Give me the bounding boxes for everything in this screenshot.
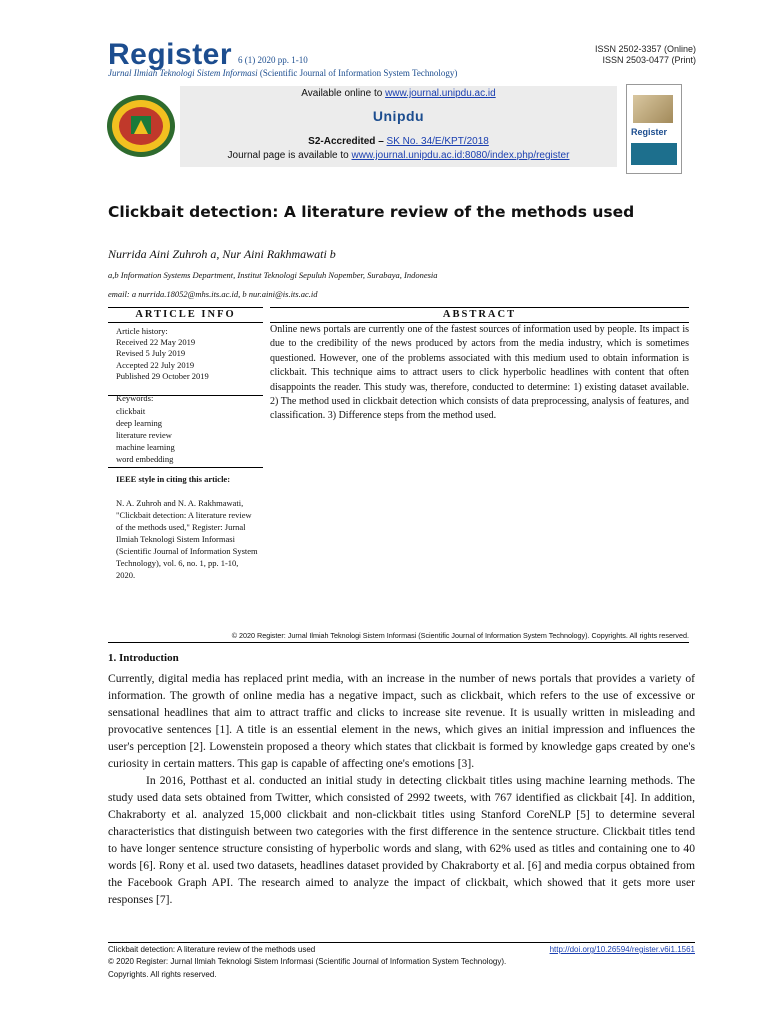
journal-logo: Register [108, 38, 233, 71]
paper-authors: Nurrida Aini Zuhroh a, Nur Aini Rakhmawati b [108, 247, 336, 261]
available-online: Available online to www.journal.unipdu.ac.id [301, 88, 496, 99]
journal-page: Journal page is available to www.journal.unipdu.ac.id:8080/index.php/register [227, 150, 570, 161]
footer-copyright: © 2020 Register: Jurnal Ilmiah Teknologi Sistem Informasi (Scientific Journal of Information System Technology). [108, 957, 507, 966]
keywords-label: Keywords: [116, 393, 154, 403]
footer-short-title: Clickbait detection: A literature review of the methods used [108, 945, 316, 954]
paragraph: In 2016, Potthast et al. conducted an initial study in detecting clickbait titles using machine learning methods. The study used data sets obtained from Twitter, which consisted of 2992 tweets, with 767 identified as clickbait [4]. In addition, Chakraborty et al. analyzed 15,000 clickbait and non-clickbait titles using Stanford CoreNLP [5] to determine several characteristics that distinguish between two categories with the first difference in the sentence structure. Clickbait titles tend to have longer sentence structure consisting of hyperbolic words and slang, with 62% used as titles and containing one to 40 words [6]. Rony et al. used two datasets, headlines dataset provided by Chakraborty et al. [6] and media corpus obtained from the Facebook Graph API. The research aimed to analyze the impact of clickbait, which showed that it gets more user responses [7]. [108, 774, 695, 906]
article-history [116, 326, 263, 382]
introduction-body [108, 670, 695, 908]
issn-print: ISSN 2503-0477 (Print) [602, 55, 696, 65]
history-label: Article history: [116, 326, 168, 336]
keyword: clickbait [116, 406, 146, 416]
received-date: Received 22 May 2019 [116, 337, 196, 348]
keyword: word embedding [116, 454, 174, 464]
divider [108, 642, 689, 643]
journal-link[interactable]: www.journal.unipdu.ac.id [385, 88, 496, 99]
doi-link[interactable]: http://doi.org/10.26594/register.v6i1.1561 [549, 945, 695, 954]
accepted-date: Accepted 22 July 2019 [116, 359, 195, 370]
section-heading-introduction: 1. Introduction [108, 652, 179, 664]
author-emails: email: a nurrida.18052@mhs.its.ac.id, b nur.aini@is.its.ac.id [108, 289, 318, 299]
keyword: literature review [116, 430, 172, 440]
issn-block [595, 44, 696, 66]
revised-date: Revised 5 July 2019 [116, 348, 186, 359]
footer-divider [108, 942, 695, 943]
accreditation-link[interactable]: SK No. 34/E/KPT/2018 [386, 136, 489, 147]
paper-title: Clickbait detection: A literature review of the methods used [108, 203, 635, 221]
cover-title: Register [631, 127, 668, 137]
abstract-text: Online news portals are currently one of the fastest sources of information used by people. Its impact is due to the credibility of the news produced by actors from the media industry, which is sometimes questioned. However, one of the problems associated with this medium used to obtain information is clickbait. This technique aims to attract users to click hyperbolic headlines with content that often disappoints the reader. This study was, therefore, conducted to determine: 1) existing dataset available. 2) The method used in clickbait detection which consists of data preprocessing, analysis of features, and classification. 3) Difference steps from the method used. [270, 324, 689, 422]
journal-cover-thumbnail [626, 84, 682, 174]
paragraph: Currently, digital media has replaced print media, with an increase in the number of news portals that provides a variety of information. The growth of online media has a negative impact, such as clickbait, which refers to the use of excessive or sensational headlines that aim to attract traffic and clicks to increase site revenue. It is usually written in misleading and provocative sentences [1]. A title is an essential element in the news, which gives an initial impression and influences the user's perception [2]. Lowenstein proposed a theory which states that clickbait is formed by knowledge gaps created by one's curiosity in certain matters. This gap is capable of affecting one's emotions [3]. [108, 672, 695, 770]
keywords-list [116, 405, 175, 465]
citation-heading: IEEE style in citing this article: [116, 474, 231, 484]
issn-online: ISSN 2502-3357 (Online) [594, 44, 696, 54]
abstract-heading: ABSTRACT [270, 307, 689, 323]
journal-page-link[interactable]: www.journal.unipdu.ac.id:8080/index.php/register [351, 150, 570, 161]
university-seal-icon [104, 92, 178, 160]
citation-text: N. A. Zuhroh and N. A. Rakhmawati, "Clickbait detection: A literature review of the methods used," Register: Jurnal Ilmiah Teknologi Sistem Informasi (Scientific Journal of Information System Technology), vol. 6, no. 1, pp. 1-10, 2020. [116, 498, 258, 580]
accreditation: S2-Accredited – SK No. 34/E/KPT/2018 [308, 136, 489, 147]
divider [108, 467, 263, 468]
copyright-notice: © 2020 Register: Jurnal Ilmiah Teknologi Sistem Informasi (Scientific Journal of Information System Technology). Copyrights. All rights reserved. [231, 631, 689, 640]
article-info-heading: ARTICLE INFO [108, 307, 263, 323]
keyword: deep learning [116, 418, 163, 428]
journal-subtitle: Jurnal Ilmiah Teknologi Sistem Informasi (Scientific Journal of Information System Technology) [108, 68, 458, 78]
footer-rights: Copyrights. All rights reserved. [108, 970, 217, 979]
publisher-name: Unipdu [372, 108, 425, 124]
journal-banner [180, 86, 617, 167]
volume-pages: 6 (1) 2020 pp. 1-10 [238, 55, 308, 65]
published-date: Published 29 October 2019 [116, 370, 209, 381]
affiliation: a,b Information Systems Department, Institut Teknologi Sepuluh Nopember, Surabaya, Indonesia [108, 270, 438, 280]
keyword: machine learning [116, 442, 175, 452]
